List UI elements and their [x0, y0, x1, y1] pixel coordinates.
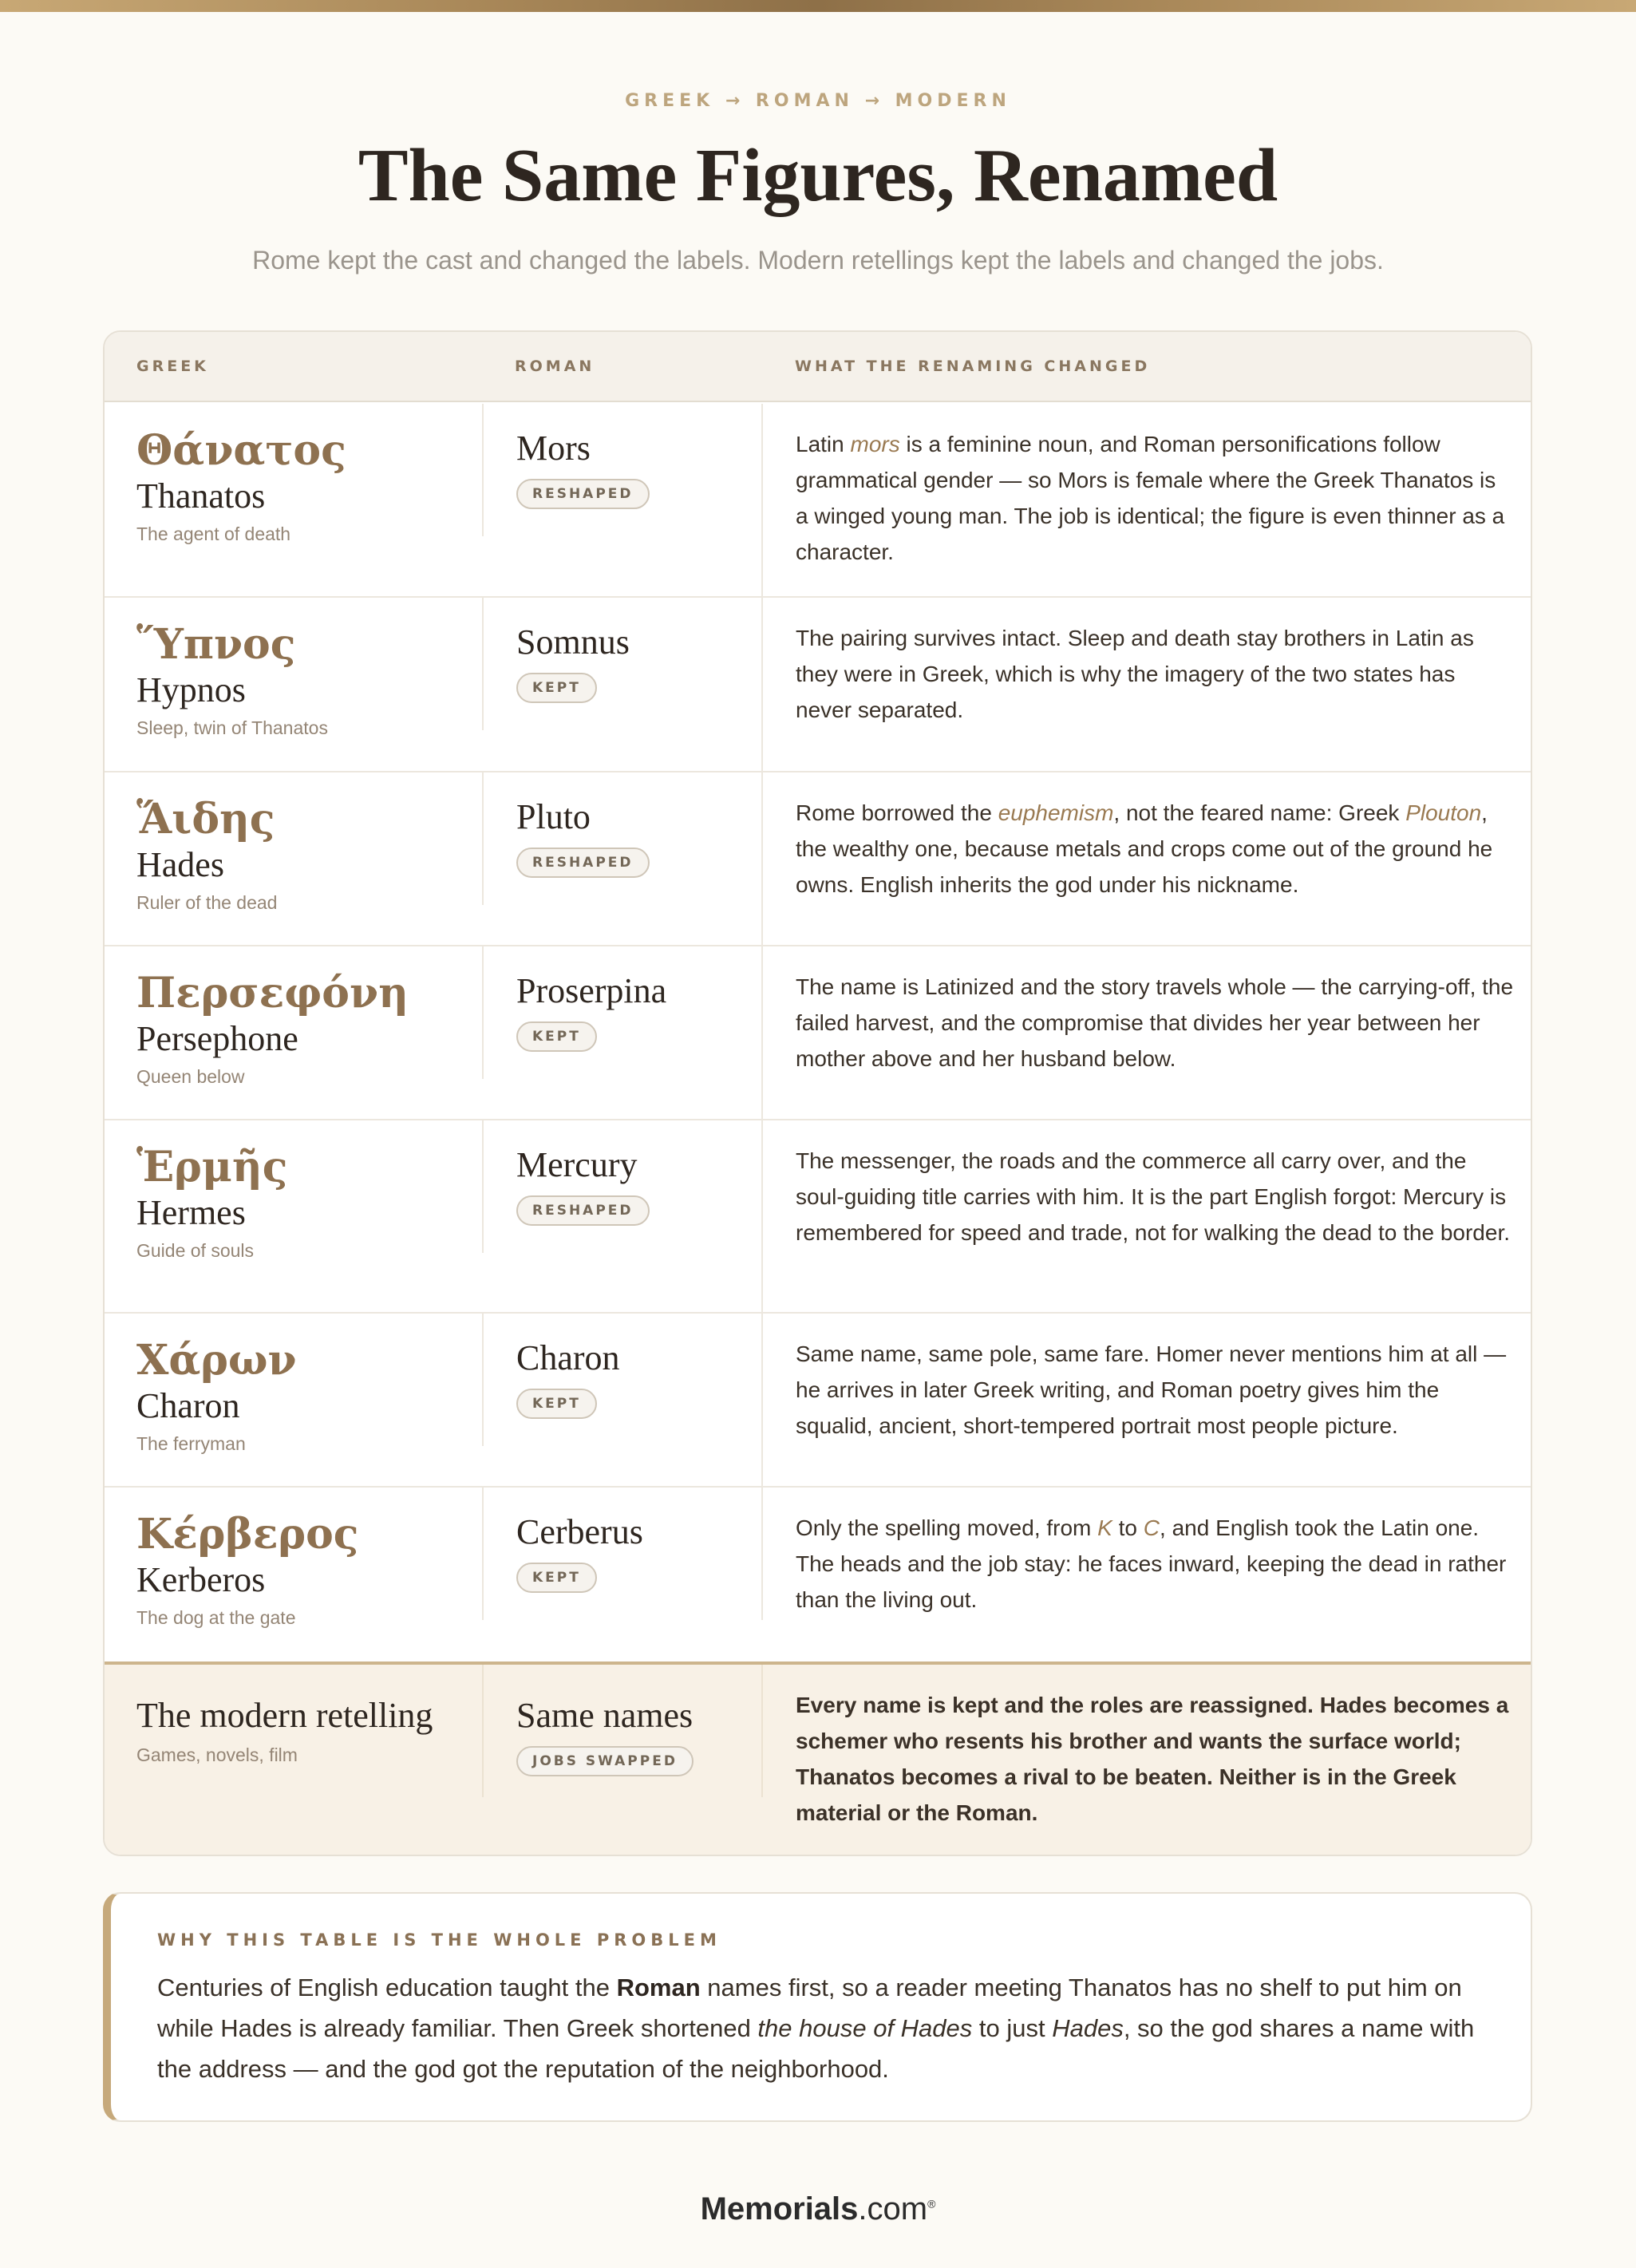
status-badge: KEPT	[516, 673, 597, 703]
status-badge: KEPT	[516, 1021, 597, 1052]
figure-role: The dog at the gate	[136, 1607, 296, 1628]
table-header	[105, 332, 1531, 402]
change-description: Only the spelling moved, from K to C, and English took the Latin one. The heads and the job stay: he faces inward, keeping the dead in rather than the living out.	[796, 1515, 1507, 1612]
roman-name: Proserpina	[516, 971, 667, 1010]
modern-roman-name: Same names	[516, 1696, 694, 1735]
column-header-roman: ROMAN	[515, 358, 595, 375]
memorials-logo: Memorials.com®	[700, 2191, 936, 2227]
roman-name: Pluto	[516, 797, 591, 836]
eyebrow: GREEK → ROMAN → MODERN	[625, 91, 1011, 111]
top-accent-bar	[0, 0, 1636, 12]
greek-script-name: Κέρβερος	[136, 1510, 359, 1559]
modern-media: Games, novels, film	[136, 1744, 298, 1765]
greek-name: Hades	[136, 845, 224, 884]
greek-name: Persephone	[136, 1019, 298, 1058]
modern-retelling-row	[105, 1661, 1531, 1856]
renaming-table	[103, 330, 1532, 1856]
greek-script-name: Ὕπνος	[136, 620, 296, 669]
greek-script-name: Ἅιδης	[136, 795, 275, 844]
page-title: The Same Figures, Renamed	[358, 134, 1278, 217]
greek-name: Hypnos	[136, 670, 246, 709]
roman-name: Somnus	[516, 622, 630, 662]
status-badge: KEPT	[516, 1563, 597, 1593]
status-badge: JOBS SWAPPED	[516, 1746, 694, 1776]
change-description: Same name, same pole, same fare. Homer never mentions him at all — he arrives in later Greek writing, and Roman poetry gives him the squalid, ancient, short-tempered portrait most people picture.	[796, 1341, 1507, 1438]
callout-box	[103, 1892, 1532, 2122]
modern-label: The modern retelling	[136, 1696, 433, 1735]
greek-name: Kerberos	[136, 1560, 266, 1599]
change-description: Latin mors is a feminine noun, and Roman personifications follow grammatical gender — so Mors is female where the Greek Thanatos is a winged young man. The job is identical; the figure is even thinner as a character.	[796, 432, 1505, 564]
table-row	[105, 1120, 1531, 1314]
callout-label: WHY THIS TABLE IS THE WHOLE PROBLEM	[157, 1930, 721, 1950]
roman-name: Mors	[516, 429, 591, 468]
table-row	[105, 772, 1531, 946]
figure-role: The agent of death	[136, 524, 291, 544]
column-header-greek: GREEK	[136, 358, 209, 375]
figure-role: Sleep, twin of Thanatos	[136, 717, 328, 738]
table-row	[105, 1488, 1531, 1661]
greek-script-name: Περσεφόνη	[136, 969, 409, 1017]
page-subtitle: Rome kept the cast and changed the labels. Modern retellings kept the labels and changed the jobs.	[252, 246, 1384, 275]
table-row	[105, 598, 1531, 772]
greek-name: Charon	[136, 1386, 240, 1425]
status-badge: RESHAPED	[516, 848, 650, 878]
table-row	[105, 1314, 1531, 1488]
change-description: The name is Latinized and the story travels whole — the carrying-off, the failed harvest, and the compromise that divides her year between her mother above and her husband below.	[796, 974, 1514, 1071]
greek-script-name: Χάρων	[136, 1336, 297, 1385]
change-description: The messenger, the roads and the commerce all carry over, and the soul-guiding title carries with him. It is the part English forgot: Mercury is remembered for speed and trade, not for walking the dead to the border.	[796, 1148, 1511, 1245]
callout-text: Centuries of English education taught the Roman names first, so a reader meeting Thanatos has no shelf to put him on while Hades is already familiar. Then Greek shortened the house of Hades to just Hades, so the god shares a name with the address — and the god got the reputation of the neighborhood.	[157, 1974, 1475, 2083]
roman-name: Charon	[516, 1338, 620, 1377]
table-row	[105, 946, 1531, 1120]
greek-name: Thanatos	[136, 476, 266, 516]
status-badge: RESHAPED	[516, 1195, 650, 1226]
column-header-change: WHAT THE RENAMING CHANGED	[795, 358, 1151, 375]
table-row	[105, 404, 1531, 598]
greek-script-name: Ἑρμῆς	[136, 1143, 288, 1191]
greek-script-name: Θάνατος	[136, 426, 346, 475]
change-description: Rome borrowed the euphemism, not the feared name: Greek Plouton, the wealthy one, because metals and crops come out of the ground he owns. English inherits the god under his nickname.	[796, 800, 1493, 897]
greek-name: Hermes	[136, 1193, 246, 1232]
figure-role: Queen below	[136, 1066, 245, 1087]
figure-role: Ruler of the dead	[136, 892, 278, 913]
figure-role: The ferryman	[136, 1433, 246, 1454]
roman-name: Mercury	[516, 1145, 638, 1184]
status-badge: KEPT	[516, 1389, 597, 1419]
figure-role: Guide of souls	[136, 1240, 255, 1261]
status-badge: RESHAPED	[516, 479, 650, 509]
roman-name: Cerberus	[516, 1512, 643, 1551]
modern-change-description: Every name is kept and the roles are reassigned. Hades becomes a schemer who resents his brother and wants the surface world; Thanatos becomes a rival to be beaten. Neither is in the Greek material or the Roman.	[796, 1693, 1509, 1825]
change-description: The pairing survives intact. Sleep and death stay brothers in Latin as they were in Greek, which is why the imagery of the two states has never separated.	[796, 626, 1474, 722]
